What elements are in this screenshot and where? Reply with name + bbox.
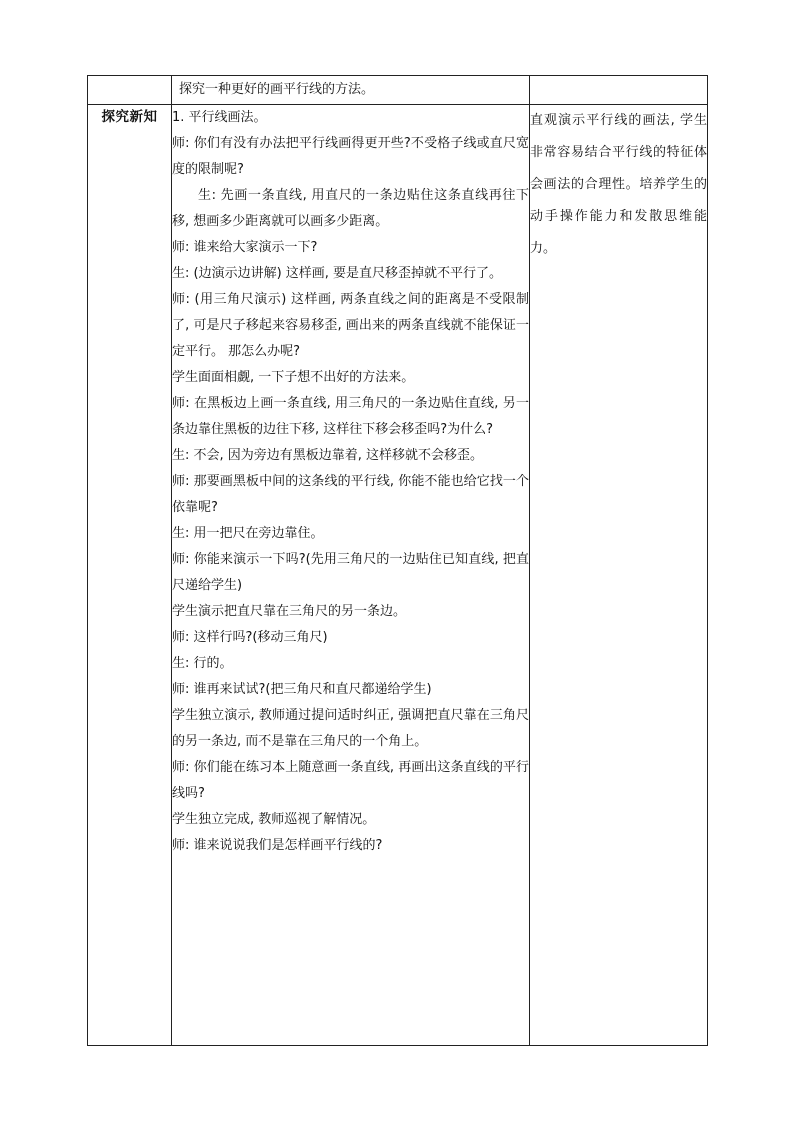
content-line: 师: 谁来给大家演示一下?: [172, 240, 318, 255]
content-line: 师: 谁来说说我们是怎样画平行线的?: [172, 838, 383, 853]
content-line: 生: 用一把尺在旁边靠住。: [172, 526, 324, 541]
content-line: 生: (边演示边讲解) 这样画, 要是直尺移歪掉就不平行了。: [172, 266, 503, 281]
content-line: 学生独立演示, 教师通过提问适时纠正, 强调把直尺靠在三角尺的另一条边, 而不是靠在三角尺的一个角上。: [172, 708, 529, 749]
content-line: 师: 谁再来试试?(把三角尺和直尺都递给学生): [172, 682, 432, 697]
content-line: 师: 你能来演示一下吗?(先用三角尺的一边贴住已知直线, 把直尺递给学生): [172, 552, 529, 593]
lesson-content-cell: [172, 105, 530, 1046]
table-row: [88, 105, 708, 1046]
content-line: 师: (用三角尺演示) 这样画, 两条直线之间的距离是不受限制了, 可是尺子移起来容易移歪, 画出来的两条直线就不能保证一定平行。 那怎么办呢?: [172, 292, 529, 359]
empty-label-cell: [88, 76, 172, 105]
content-line: 师: 你们能在练习本上随意画一条直线, 再画出这条直线的平行线吗?: [172, 760, 529, 801]
content-line: 生: 不会, 因为旁边有黑板边靠着, 这样移就不会移歪。: [172, 448, 484, 463]
content-line: 师: 那要画黑板中间的这条线的平行线, 你能不能也给它找一个依靠呢?: [172, 474, 529, 515]
content-line: 学生演示把直尺靠在三角尺的另一条边。: [172, 604, 407, 619]
section-label: 探究新知: [88, 105, 172, 1046]
intro-cell: 探究一种更好的画平行线的方法。: [172, 76, 530, 105]
design-note-cell: [530, 105, 708, 1046]
content-line: 学生独立完成, 教师巡视了解情况。: [172, 812, 376, 827]
empty-note-cell: [530, 76, 708, 105]
content-line: 学生面面相觑, 一下子想不出好的方法来。: [172, 370, 415, 385]
content-line: 师: 你们有没有办法把平行线画得更开些?不受格子线或直尺宽度的限制呢?: [172, 136, 529, 177]
content-line: 生: 行的。: [172, 656, 233, 671]
content-line: 1. 平行线画法。: [172, 110, 267, 125]
content-line: 生: 先画一条直线, 用直尺的一条边贴住这条直线再往下移, 想画多少距离就可以画多少距离。: [172, 188, 529, 229]
content-line: 师: 这样行吗?(移动三角尺): [172, 630, 328, 645]
table-row: [88, 76, 708, 105]
lesson-plan-table: [87, 75, 708, 1046]
content-line: 师: 在黑板边上画一条直线, 用三角尺的一条边贴住直线, 另一条边靠住黑板的边往下移, 这样往下移会移歪吗?为什么?: [172, 396, 529, 437]
design-note: 直观演示平行线的画法, 学生非常容易结合平行线的特征体会画法的合理性。培养学生的动手操作能力和发散思维能力。: [530, 113, 707, 256]
